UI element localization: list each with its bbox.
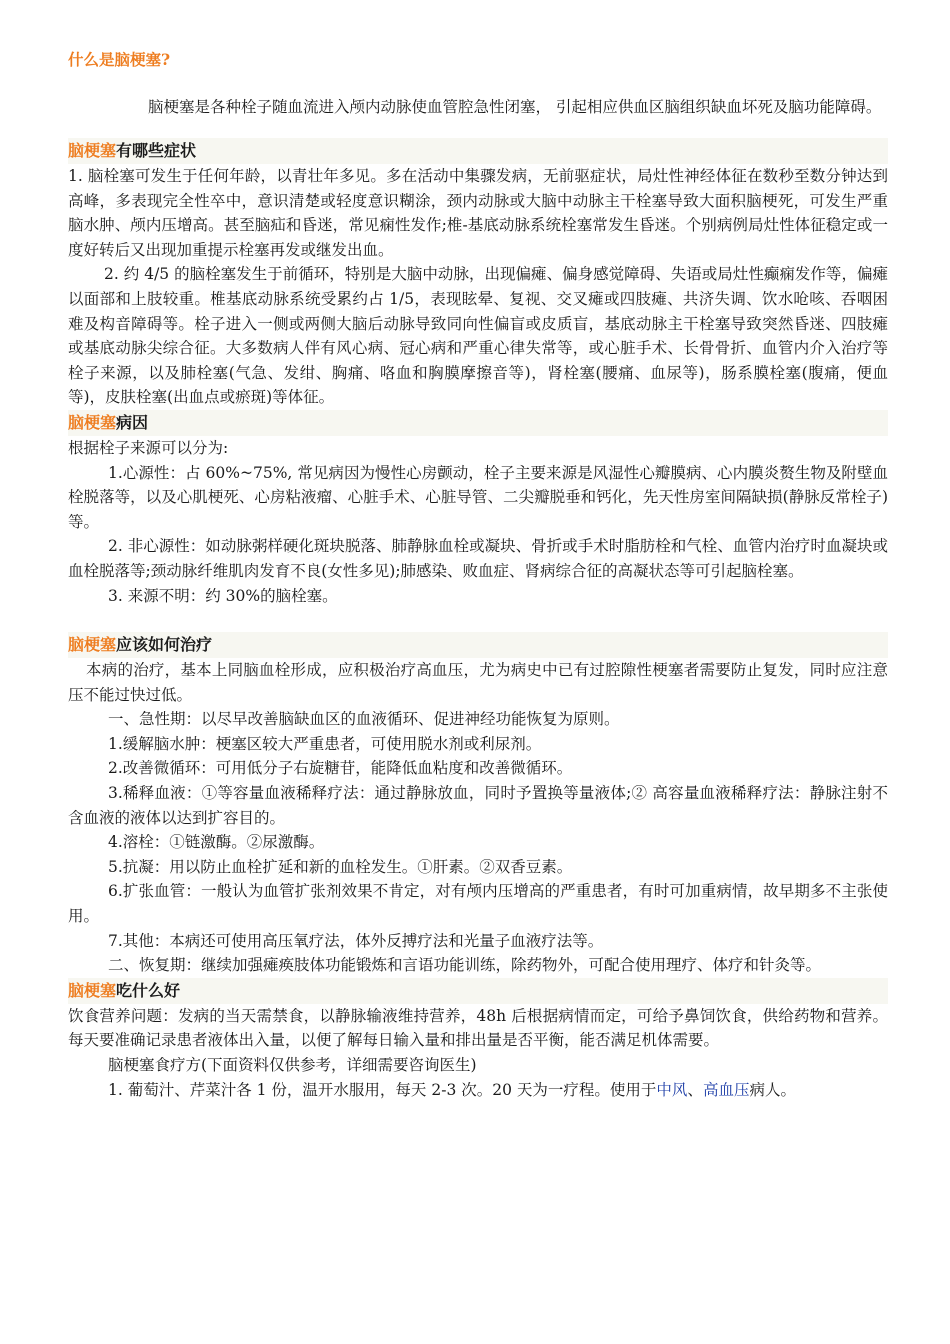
symptoms-heading-rest: 有哪些症状 [116,141,197,160]
causes-heading [68,410,888,436]
diet-heading [68,978,888,1004]
symptoms-heading [68,138,888,164]
document-page [68,48,888,1102]
symptoms-heading-keyword: 脑梗塞 [68,141,117,160]
treatment-heading-keyword: 脑梗塞 [68,635,117,655]
causes-heading-keyword: 脑梗塞 [68,412,117,432]
diet-heading-keyword: 脑梗塞 [68,980,117,1000]
intro-paragraph: 脑梗塞是各种栓子随血流进入颅内动脉使血管腔急性闭塞， 引起相应供血区脑组织缺血坏死及脑功能障碍。 [148,98,882,116]
treatment-item: 2.改善微循环：可用低分子右旋糖苷，能降低血粘度和改善微循环。 [108,759,573,778]
treatment-item: 1.缓解脑水肿：梗塞区较大严重患者，可使用脱水剂或利尿剂。 [108,734,542,753]
treatment-item: 3.稀释血液：①等容量血液稀释疗法：通过静脉放血，同时予置换等量液体;② 高容量血液稀释疗法：静脉注射不含血液的液体以达到扩容目的。 [68,784,888,827]
treatment-acute-label: 一、急性期：以尽早改善脑缺血区的血液循环、促进神经功能恢复为原则。 [108,710,620,729]
treatment-heading [68,632,888,658]
treatment-intro: 本病的治疗，基本上同脑血栓形成，应积极治疗高血压，尤为病史中已有过腔隙性梗塞者需要防止复发，同时应注意压不能过快过低。 [68,661,888,704]
diet-paragraph-3 [68,1078,888,1103]
diet-recipe-tail: 病人。 [749,1080,796,1099]
treatment-item: 5.抗凝：用以防止血栓扩延和新的血栓发生。①肝素。②双香豆素。 [108,857,573,876]
diet-recipe-text: 1. 葡萄汁、芹菜汁各 1 份，温开水服用，每天 2-3 次。20 天为一疗程。使用于 [108,1080,657,1099]
treatment-item: 7.其他：本病还可使用高压氧疗法，体外反搏疗法和光量子血液疗法等。 [108,931,604,950]
link-stroke[interactable]: 中风 [656,1080,688,1099]
causes-item: 1.心源性：占 60%~75%, 常见病因为慢性心房颤动，栓子主要来源是风湿性心瓣膜病、心内膜炎赘生物及附壁血栓脱落等，以及心肌梗死、心房粘液瘤、心脏手术、心脏导管、二尖瓣脱垂和钙化，先天性房室间隔缺损(静脉反常栓子)等。 [68,463,888,531]
symptoms-paragraph-1: 1. 脑栓塞可发生于任何年龄，以青壮年多见。多在活动中集骤发病，无前驱症状，局灶性神经体征在数秒至数分钟达到高峰，多表现完全性卒中，意识清楚或轻度意识糊涂，颈内动脉或大脑中动脉主干栓塞导致大面积脑梗死，可发生严重脑水肿、颅内压增高。甚至脑疝和昏迷，常见痫性发作;椎-基底动脉系统栓塞常发生昏迷。个别病例局灶性体征稳定或一度好转后又出现加重提示栓塞再发或继发出血。 [68,167,888,259]
treatment-item: 6.扩张血管：一般认为血管扩张剂效果不肯定，对有颅内压增高的严重患者，有时可加重病情，故早期多不主张使用。 [68,882,888,926]
treatment-item: 4.溶栓：①链激酶。②尿激酶。 [108,833,325,852]
causes-heading-rest: 病因 [116,412,149,432]
diet-heading-rest: 吃什么好 [116,980,181,1000]
causes-item: 2. 非心源性：如动脉粥样硬化斑块脱落、肺静脉血栓或凝块、骨折或手术时脂肪栓和气栓、血管内治疗时血凝块或血栓脱落等;颈动脉纤维肌肉发育不良(女性多见);肺感染、败血症、肾病综合征的高凝状态等可引起脑栓塞。 [68,537,888,580]
diet-paragraph-1: 饮食营养问题：发病的当天需禁食，以静脉输液维持营养，48h 后根据病情而定，可给予鼻饲饮食，供给药物和营养。每天要准确记录患者液体出入量，以便了解每日输入量和排出量是否平衡，能否满足机体需要。 [68,1006,888,1050]
link-hypertension[interactable]: 高血压 [702,1080,750,1099]
causes-lead: 根据栓子来源可以分为: [68,438,229,457]
treatment-recovery: 二、恢复期：继续加强瘫痪肢体功能锻炼和言语功能训练，除药物外，可配合使用理疗、体疗和针灸等。 [108,956,822,975]
diet-recipe-separator: 、 [687,1080,703,1099]
symptoms-paragraph-2: 2. 约 4/5 的脑栓塞发生于前循环，特别是大脑中动脉，出现偏瘫、偏身感觉障碍、失语或局灶性癫痫发作等，偏瘫以面部和上肢较重。椎基底动脉系统受累约占 1/5，表现眩晕、复视、交叉瘫或四肢瘫、共济失调、饮水呛咳、吞咽困难及构音障碍等。栓子进入一侧或两侧大脑后动脉导致同向性偏盲或皮质盲，基底动脉主干栓塞导致突然昏迷、四肢瘫或基底动脉尖综合征。大多数病人伴有风心病、冠心病和严重心律失常等，或心脏手术、长骨骨折、血管内介入治疗等栓子来源，以及肺栓塞(气急、发绀、胸痛、咯血和胸膜摩擦音等)，肾栓塞(腰痛、血尿等)，肠系膜栓塞(腹痛，便血等)，皮肤栓塞(出血点或瘀斑)等体征。 [68,265,888,407]
diet-paragraph-2: 脑梗塞食疗方(下面资料仅供参考，详细需要咨询医生) [108,1056,477,1074]
title-question: 什么是脑梗塞? [68,50,171,69]
causes-item: 3. 来源不明：约 30%的脑栓塞。 [108,586,338,605]
treatment-heading-rest: 应该如何治疗 [116,635,213,655]
